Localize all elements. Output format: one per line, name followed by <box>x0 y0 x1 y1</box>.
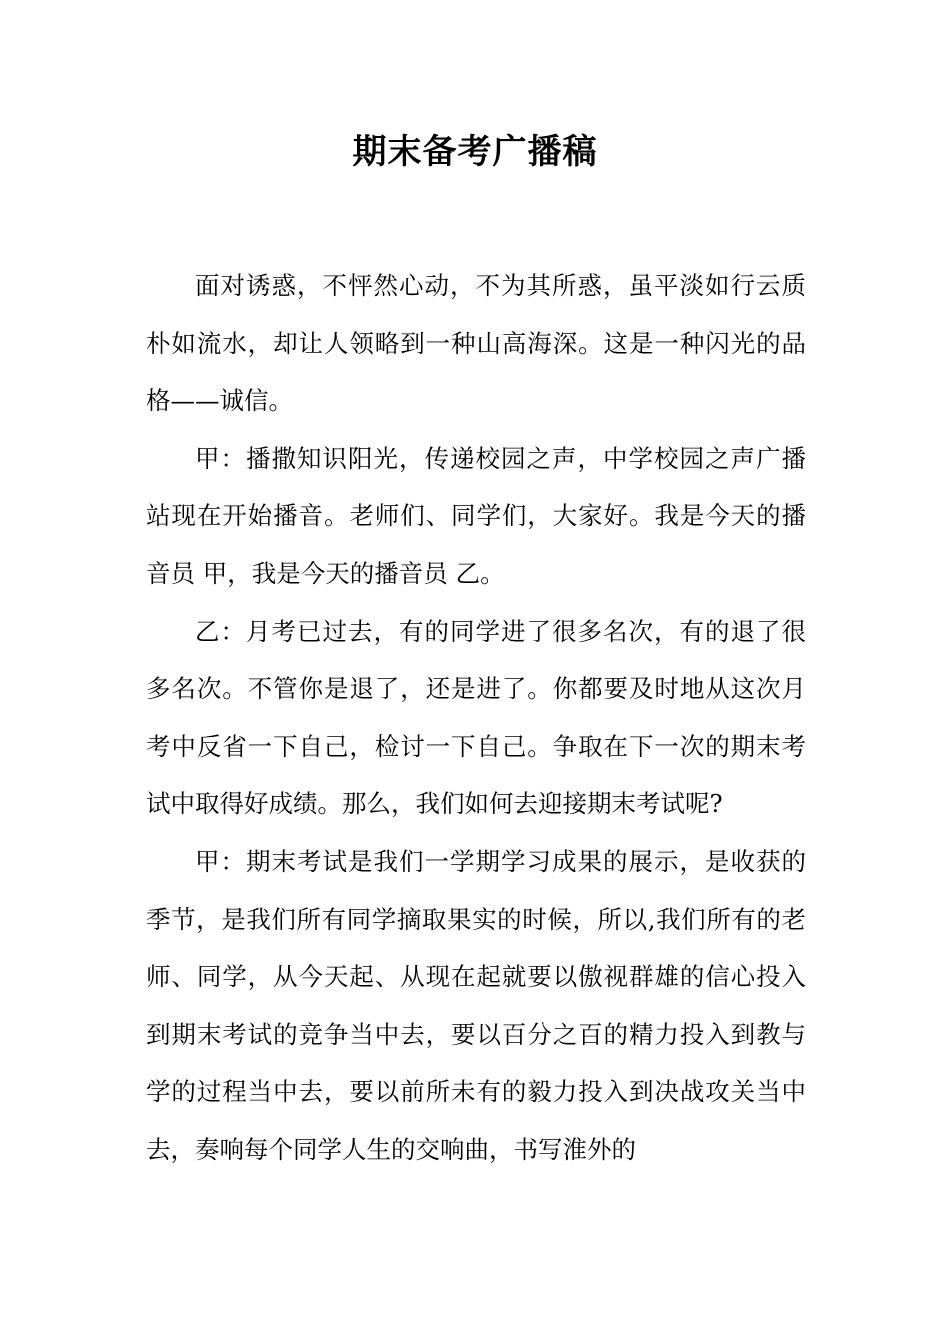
paragraph-intro: 面对诱惑，不怦然心动，不为其所惑，虽平淡如行云质朴如流水，却让人领略到一种山高海深。这是一种闪光的品格——诚信。 <box>146 271 806 416</box>
paragraph-jia-final-exam: 甲：期末考试是我们一学期学习成果的展示，是收获的季节，是我们所有同学摘取果实的时候，所以,我们所有的老师、同学，从今天起、从现在起就要以傲视群雄的信心投入到期末考试的竞争当中去，要以百分之百的精力投入到教与学的过程当中去，要以前所未有的毅力投入到决战攻关当中去，奏响每个同学人生的交响曲，书写淮外的 <box>146 846 806 1164</box>
document-body <box>146 257 806 1179</box>
paragraph-jia-opening: 甲：播撒知识阳光，传递校园之声，中学校园之声广播站现在开始播音。老师们、同学们，大家好。我是今天的播音员 甲，我是今天的播音员 乙。 <box>146 443 806 588</box>
paragraph-yi-monthly-exam: 乙：月考已过去，有的同学进了很多名次，有的退了很多名次。不管你是退了，还是进了。你都要及时地从这次月考中反省一下自己，检讨一下自己。争取在下一次的期末考试中取得好成绩。那么，我们如何去迎接期末考试呢? <box>146 616 806 819</box>
document-title: 期末备考广播稿 <box>352 132 598 172</box>
